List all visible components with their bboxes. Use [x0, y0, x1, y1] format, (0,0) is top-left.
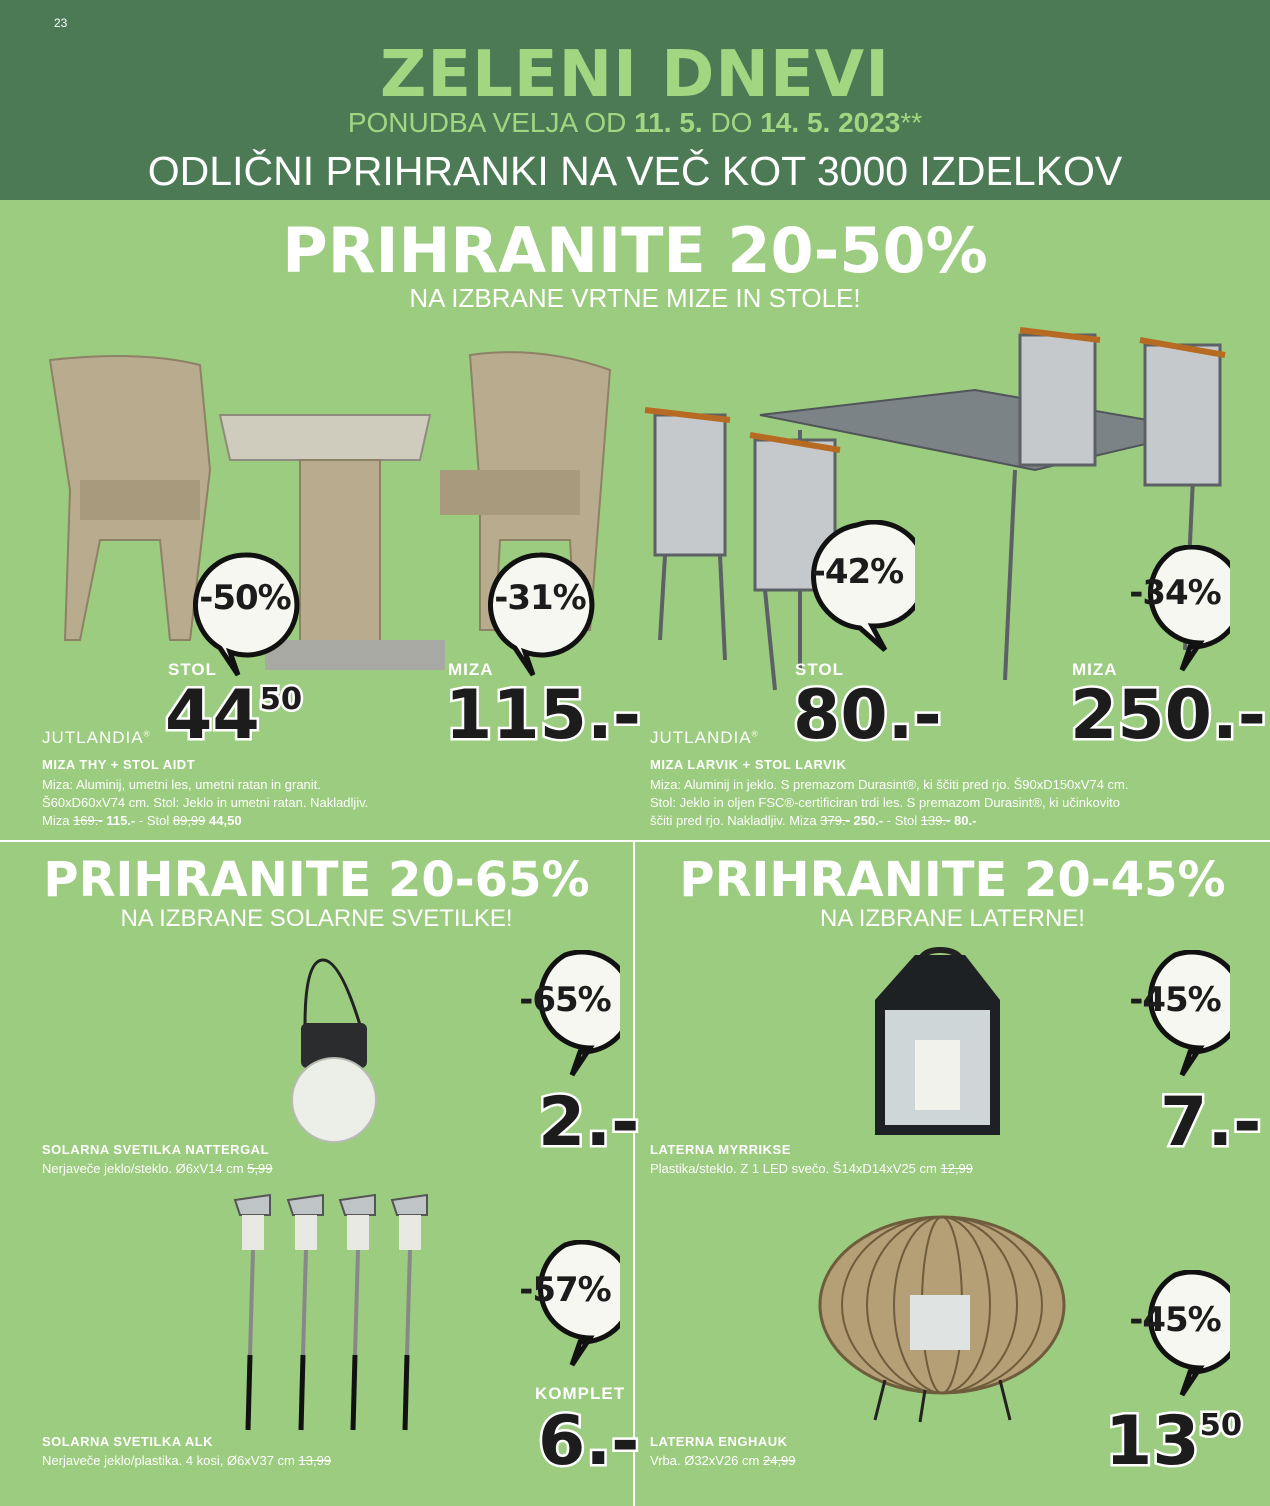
product-description	[42, 1452, 331, 1470]
old-price: 169.-	[73, 813, 103, 828]
price-cents: 50	[259, 681, 303, 717]
product-name: SOLARNA SVETILKA NATTERGAL	[42, 1142, 270, 1157]
old-price: 379.-	[820, 813, 850, 828]
desc-line: Miza 169.- 115.- - Stol 89,99 44,50	[42, 813, 242, 828]
discount-bubble-stol-larvik	[800, 520, 915, 655]
miza-label: MIZA	[1072, 660, 1118, 679]
enghauk-price	[1105, 1402, 1242, 1481]
header-subtitle: ODLIČNI PRIHRANKI NA VEČ KOT 3000 IZDELKOV	[147, 148, 1123, 194]
desc-line: Miza: Aluminij in jeklo. S premazom Durasint®, ki ščiti pred rjo. Š90xD150xV74 cm.	[650, 777, 1129, 792]
discount-text: -57%	[519, 1270, 611, 1310]
discount-text: -31%	[494, 578, 586, 618]
myrrikse-price: 7.-	[1160, 1083, 1262, 1162]
page-number: 23	[54, 16, 68, 30]
product-name: LATERNA MYRRIKSE	[650, 1142, 791, 1157]
section-divider	[0, 840, 1270, 842]
new-price: 115.-	[106, 813, 136, 828]
discount-bubble-nattergal	[510, 950, 620, 1080]
offer-mid: DO	[710, 107, 753, 138]
brand-name: JUTLANDIA	[42, 728, 144, 747]
furniture-subline: NA IZBRANE VRTNE MIZE IN STOLE!	[409, 283, 861, 313]
discount-text: -45%	[1129, 1300, 1221, 1340]
desc-line: Š60xD60xV74 cm. Stol: Jeklo in umetni ratan. Nakladljiv.	[42, 795, 369, 810]
desc-line: ščiti pred rjo. Nakladljiv. Miza 379.- 250.- - Stol 139.- 80.-	[650, 813, 977, 828]
old-price: 5,99	[247, 1161, 273, 1176]
offer-from: 11. 5.	[634, 107, 703, 138]
miza-larvik-price: 250.-	[1070, 676, 1266, 755]
desc-text: Stol	[146, 813, 170, 828]
page-title: ZELENI DNEVI	[379, 38, 891, 112]
komplet-label: KOMPLET	[535, 1384, 626, 1403]
product-description	[42, 776, 602, 830]
old-price: 12,99	[940, 1161, 974, 1176]
miza-label: MIZA	[448, 660, 494, 679]
furniture-headline: PRIHRANITE 20-50%	[282, 214, 988, 287]
brand-name: JUTLANDIA	[650, 728, 752, 747]
offer-suffix: **	[900, 107, 923, 138]
discount-text: -50%	[199, 578, 291, 618]
new-price: 80.-	[954, 813, 977, 828]
old-price: 139.-	[920, 813, 951, 828]
product-name: MIZA THY + STOL AIDT	[42, 757, 196, 772]
discount-text: -42%	[811, 552, 904, 592]
offer-validity	[0, 107, 1270, 139]
offer-prefix: PONUDBA VELJA OD	[347, 107, 627, 138]
lantern-myrrikse-image	[870, 945, 1005, 1145]
alk-price: 6.-	[538, 1402, 640, 1481]
discount-text: -34%	[1129, 573, 1221, 613]
discount-bubble-myrrikse	[1120, 950, 1230, 1080]
desc-text: Miza	[42, 813, 70, 828]
stol-aidt-price	[165, 676, 302, 755]
price-cents: 50	[1199, 1407, 1243, 1443]
desc-line: Miza: Aluminij, umetni les, umetni ratan in granit.	[42, 777, 321, 792]
discount-bubble-miza-thy	[485, 550, 595, 680]
product-name: MIZA LARVIK + STOL LARVIK	[650, 757, 847, 772]
lanterns-headline: PRIHRANITE 20-45%	[679, 852, 1226, 908]
brand-mark: ®	[143, 729, 151, 739]
desc-text: Vrba. Ø32xV26 cm	[650, 1453, 760, 1468]
nattergal-price: 2.-	[538, 1083, 640, 1162]
price-main: 13	[1105, 1402, 1200, 1481]
offer-to: 14. 5. 2023	[760, 107, 901, 138]
discount-bubble-alk	[510, 1240, 620, 1370]
old-price: 24,99	[762, 1453, 796, 1468]
old-price: 89,99	[172, 813, 206, 828]
product-description	[650, 1160, 973, 1178]
new-price: 44,50	[209, 813, 242, 828]
old-price: 13,99	[298, 1453, 332, 1468]
product-description	[650, 1452, 796, 1470]
solar-stakes-alk-image	[230, 1185, 440, 1435]
lantern-enghauk-image	[815, 1210, 1070, 1425]
price-main: 44	[165, 676, 260, 755]
desc-text: Plastika/steklo. Z 1 LED svečo. Š14xD14xV25 cm	[650, 1161, 937, 1176]
product-name: SOLARNA SVETILKA ALK	[42, 1434, 214, 1449]
desc-text: Nerjaveče jeklo/steklo. Ø6xV14 cm	[42, 1161, 244, 1176]
brand-mark: ®	[751, 729, 759, 739]
discount-bubble-enghauk	[1120, 1270, 1230, 1400]
brand-jutlandia	[42, 728, 150, 748]
product-description	[650, 776, 1250, 830]
desc-text: Nerjaveče jeklo/plastika. 4 kosi, Ø6xV37 cm	[42, 1453, 295, 1468]
product-name: LATERNA ENGHAUK	[650, 1434, 788, 1449]
discount-text: -45%	[1129, 980, 1221, 1020]
stol-label: STOL	[168, 660, 218, 679]
desc-text: ščiti pred rjo. Nakladljiv. Miza	[650, 813, 817, 828]
stol-larvik-price: 80.-	[793, 676, 942, 755]
lanterns-subline: NA IZBRANE LATERNE!	[820, 905, 1085, 932]
discount-bubble-miza-larvik	[1120, 545, 1230, 675]
desc-line: Stol: Jeklo in oljen FSC®-certificiran trdi les. S premazom Durasint®, ki učinkovito	[650, 795, 1120, 810]
desc-text: Stol	[894, 813, 918, 828]
solar-headline: PRIHRANITE 20-65%	[43, 852, 590, 908]
solar-lamp-nattergal-image	[285, 955, 385, 1145]
stol-label: STOL	[795, 660, 845, 679]
miza-thy-price: 115.-	[445, 676, 641, 755]
discount-text: -65%	[519, 980, 611, 1020]
product-description	[42, 1160, 273, 1178]
solar-subline: NA IZBRANE SOLARNE SVETILKE!	[120, 905, 513, 932]
new-price: 250.-	[853, 813, 884, 828]
brand-jutlandia	[650, 728, 758, 748]
